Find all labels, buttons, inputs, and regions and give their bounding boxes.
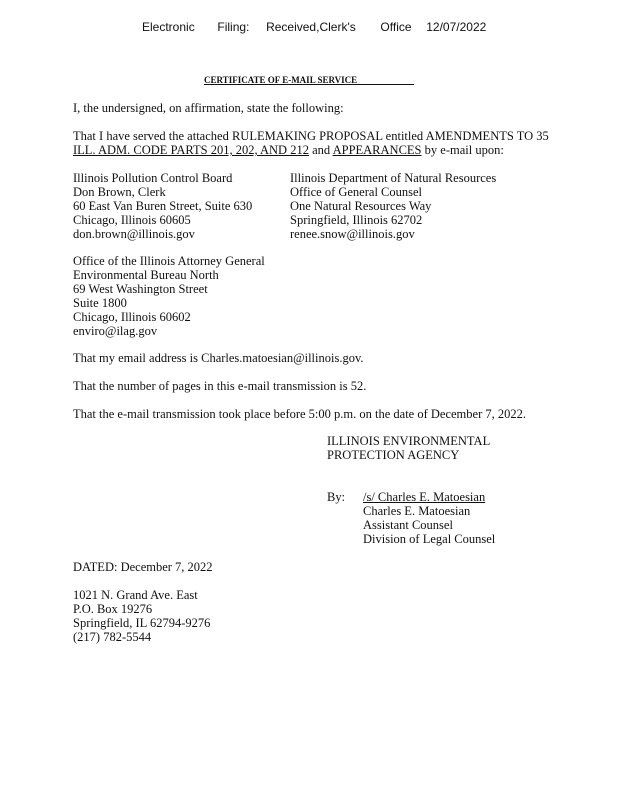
email-pre: That my email address is bbox=[73, 351, 198, 365]
recipient-line: Suite 1800 bbox=[73, 296, 127, 310]
signature-block bbox=[363, 490, 495, 546]
signature-by-label: By: bbox=[327, 490, 346, 504]
recipient-email: enviro@ilag.gov bbox=[73, 324, 158, 338]
dated-label: DATED: bbox=[73, 560, 118, 574]
recipient-line: Chicago, Illinois 60602 bbox=[73, 310, 191, 324]
recipient-line: 69 West Washington Street bbox=[73, 282, 208, 296]
address-line: 1021 N. Grand Ave. East bbox=[73, 588, 198, 602]
time-pre: That the e-mail transmission took place before 5:00 p.m. on the date of bbox=[73, 407, 428, 421]
served-doc-title-1: AMENDMENTS TO 35 bbox=[425, 129, 549, 143]
served-doc-type: RULEMAKING PROPOSAL entitled bbox=[231, 129, 424, 143]
dated-date: December 7, 2022 bbox=[120, 560, 213, 574]
recipient-ipcb bbox=[73, 171, 252, 241]
recipient-attorney-general bbox=[73, 254, 265, 338]
address-line: P.O. Box 19276 bbox=[73, 602, 153, 616]
recipient-email: renee.snow@illinois.gov bbox=[290, 227, 415, 241]
recipient-email: don.brown@illinois.gov bbox=[73, 227, 195, 241]
intro-text: I, the undersigned, on affirmation, state the following: bbox=[73, 101, 344, 115]
served-and: and bbox=[312, 143, 331, 157]
signer-name: Charles E. Matoesian bbox=[363, 504, 471, 518]
agency-address bbox=[73, 588, 210, 644]
agency-line: ILLINOIS ENVIRONMENTAL bbox=[327, 434, 491, 448]
signer-title: Assistant Counsel bbox=[363, 518, 453, 532]
time-statement bbox=[73, 407, 526, 421]
recipient-idnr bbox=[290, 171, 496, 241]
filing-header bbox=[142, 20, 486, 34]
recipient-line: Office of the Illinois Attorney General bbox=[73, 254, 265, 268]
signature-line: /s/ Charles E. Matoesian bbox=[363, 490, 486, 504]
served-appearances: APPEARANCES bbox=[332, 143, 422, 157]
phone-number: (217) 782-5544 bbox=[73, 630, 152, 644]
time-date: December 7, 2022. bbox=[430, 407, 526, 421]
served-line-1 bbox=[73, 129, 549, 143]
recipient-line: One Natural Resources Way bbox=[290, 199, 432, 213]
email-address: Charles.matoesian@illinois.gov. bbox=[201, 351, 364, 365]
dated-line bbox=[73, 560, 213, 574]
agency-name bbox=[327, 434, 490, 462]
address-line: Springfield, IL 62794-9276 bbox=[73, 616, 211, 630]
recipient-line: 60 East Van Buren Street, Suite 630 bbox=[73, 199, 253, 213]
header-filing: Filing: bbox=[217, 20, 250, 34]
served-line-2 bbox=[73, 143, 504, 157]
served-post: by e-mail upon: bbox=[424, 143, 504, 157]
recipient-line: Springfield, Illinois 62702 bbox=[290, 213, 423, 227]
certificate-title: CERTIFICATE OF E-MAIL SERVICE bbox=[204, 75, 357, 85]
recipient-line: Don Brown, Clerk bbox=[73, 185, 166, 199]
pages-pre: That the number of pages in this e-mail transmission is bbox=[73, 379, 348, 393]
agency-line: PROTECTION AGENCY bbox=[327, 448, 460, 462]
recipient-line: Environmental Bureau North bbox=[73, 268, 219, 282]
pages-statement bbox=[73, 379, 366, 393]
served-pre: That I have served the attached bbox=[73, 129, 229, 143]
recipient-line: Office of General Counsel bbox=[290, 185, 423, 199]
recipient-line: Illinois Pollution Control Board bbox=[73, 171, 233, 185]
header-date: 12/07/2022 bbox=[426, 20, 487, 34]
email-statement bbox=[73, 351, 364, 365]
title-underline bbox=[204, 84, 414, 85]
header-electronic: Electronic bbox=[142, 20, 195, 34]
recipient-line: Chicago, Illinois 60605 bbox=[73, 213, 191, 227]
pages-count: 52. bbox=[350, 379, 367, 393]
header-received: Received,Clerk's bbox=[266, 20, 356, 34]
signer-division: Division of Legal Counsel bbox=[363, 532, 496, 546]
recipient-line: Illinois Department of Natural Resources bbox=[290, 171, 497, 185]
served-doc-title-2: ILL. ADM. CODE PARTS 201, 202, AND 212 bbox=[73, 143, 309, 157]
header-office: Office bbox=[380, 20, 412, 34]
